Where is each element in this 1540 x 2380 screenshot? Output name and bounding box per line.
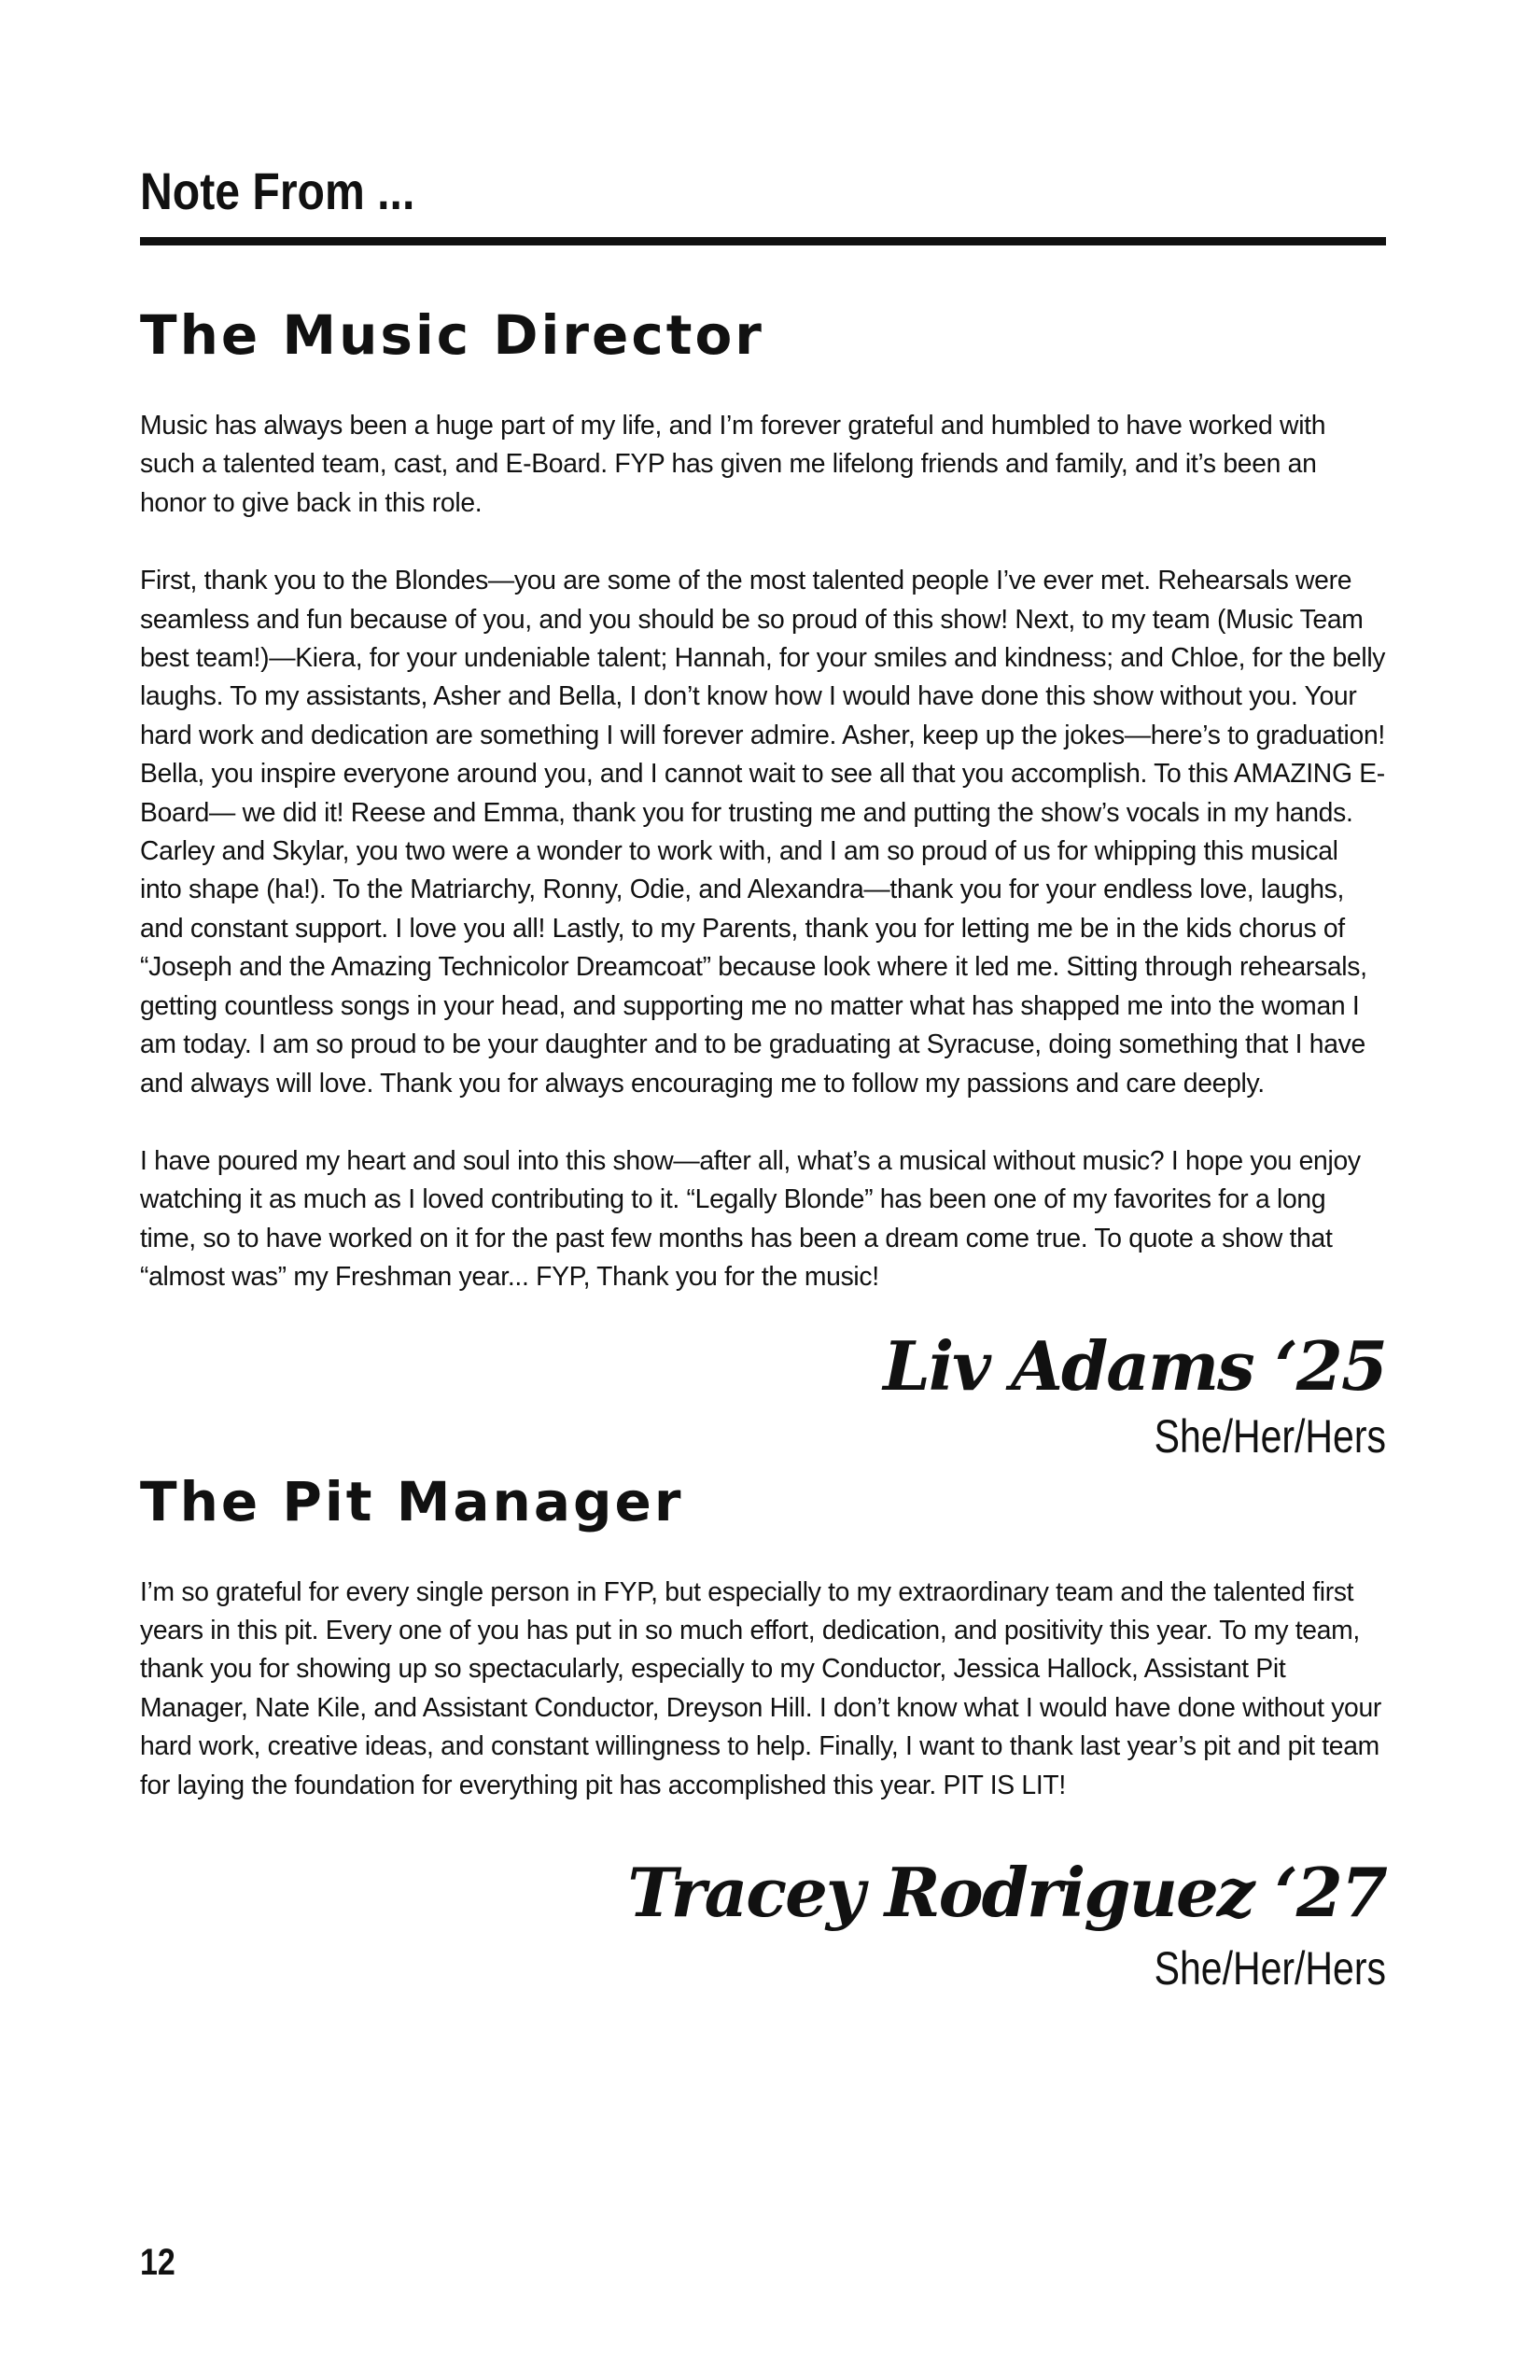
music-director-signature: Liv Adams ‘25 [883, 1325, 1386, 1406]
pit-manager-signature: Tracey Rodriguez ‘27 [627, 1852, 1386, 1932]
pit-manager-heading: The Pit Manager [140, 1469, 684, 1533]
page-title: Note From ... [140, 161, 415, 220]
header-divider [140, 237, 1386, 245]
pit-manager-pronouns: She/Her/Hers [1154, 1941, 1386, 1995]
music-director-paragraph-3: I have poured my heart and soul into this show—after all, what’s a musical without music? I hope you enjoy watching it as much as I loved contributing to it. “Legally Blonde” has been one of my favorites for a long time, so to have worked on it for the past few months has been a dream come true. To quote a show that “almost was” my Freshman year... FYP, Thank you for the music! [140, 1144, 1361, 1292]
music-director-paragraph-1: Music has always been a huge part of my life, and I’m forever grateful and humbled to have worked with such a talented team, cast, and E-Board. FYP has given me lifelong friends and family, and it’s been an honor to give back in this role. [140, 410, 1326, 517]
pit-manager-paragraph-1: I’m so grateful for every single person in FYP, but especially to my extraordinary team and the talented first years in this pit. Every one of you has put in so much effort, dedication, and positivity this year. To my team, thank you for showing up so spectacularly, especially to my Conductor, Jessica Hallock, Assistant Pit Manager, Nate Kile, and Assistant Conductor, Dreyson Hill. I don’t know what I would have done without your hard work, creative ideas, and constant willingness to help. Finally, I want to thank last year’s pit and pit team for laying the foundation for everything pit has accomplished this year. PIT IS LIT! [140, 1575, 1382, 1799]
section-header [140, 159, 1386, 245]
music-director-paragraph-2: First, thank you to the Blondes—you are some of the most talented people I’ve ever met. Rehearsals were seamless and fun because of you, and you should be so proud of this show! Next, to my team (Music Team best team!)—Kiera, for your undeniable talent; Hannah, for your smiles and kindness; and Chloe, for the belly laughs. To my assistants, Asher and Bella, I don’t know how I would have done this show without you. Your hard work and dedication are something I will forever admire. Asher, keep up the jokes—here’s to graduation! Bella, you inspire everyone around you, and I cannot wait to see all that you accomplish. To this AMAZING E-Board— we did it! Reese and Emma, thank you for trusting me and putting the show’s vocals in my hands. Carley and Skylar, you two were a wonder to work with, and I am so proud of us for whipping this musical into shape (ha!). To the Matriarchy, Ronny, Odie, and Alexandra—thank you for your endless love, laughs, and constant support. I love you all! Lastly, to my Parents, thank you for letting me be in the kids chorus of “Joseph and the Amazing Technicolor Dreamcoat” because look where it led me. Sitting through rehearsals, getting countless songs in your head, and supporting me no matter what has shapped me into the woman I am today. I am so proud to be your daughter and to be graduating at Syracuse, doing something that I have and always will love. Thank you for always encouraging me to follow my passions and care deeply. [140, 565, 1386, 1098]
pit-manager-note [140, 1468, 1386, 1996]
page-number: 12 [140, 2242, 175, 2283]
music-director-pronouns: She/Her/Hers [1154, 1409, 1386, 1463]
music-director-heading: The Music Director [140, 303, 764, 367]
page-content [140, 159, 1386, 1996]
music-director-note [140, 301, 1386, 1464]
